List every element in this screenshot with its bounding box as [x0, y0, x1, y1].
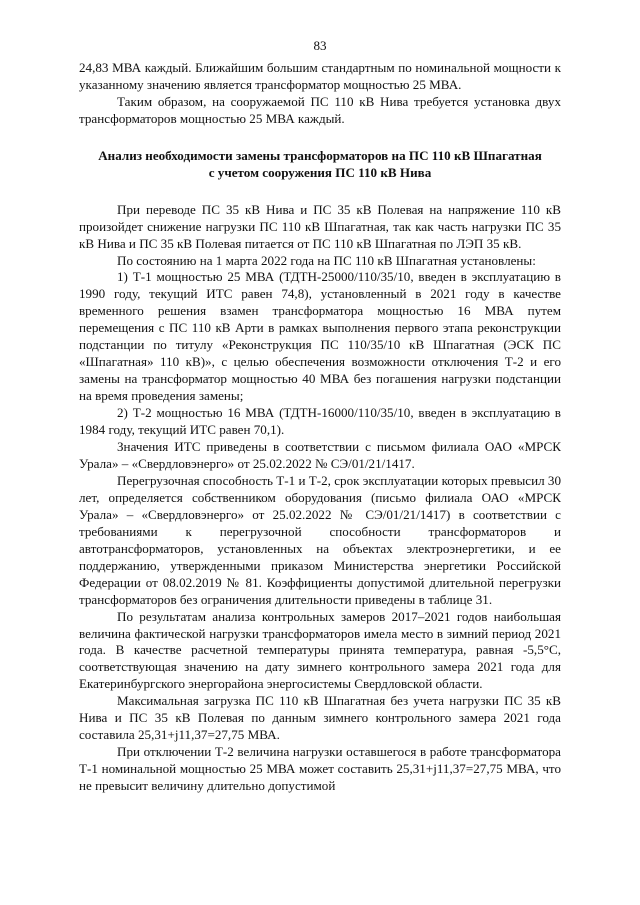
document-page [79, 38, 561, 795]
paragraph-body-overload: Перегрузочная способность Т-1 и Т-2, срок эксплуатации которых превысил 30 лет, определяется собственником оборудования (письмо филиала ОАО «МРСК Урала» – «Свердловэнерго» от 25.02.2022 № СЭ/01/21/1417) в соответствии с требованиями к перегрузочной способности трансформаторов и автотрансформаторов, установленных на объектах электроэнергетики, и ее поддержанию, утвержденными приказом Министерства энергетики Российской Федерации от 08.02.2019 № 81. Коэффициенты допустимой длительной перегрузки трансформаторов без ограничения длительности приведены в таблице 31. [79, 472, 561, 607]
page-number: 83 [313, 38, 327, 53]
paragraph-body-1: При переводе ПС 35 кВ Нива и ПС 35 кВ Полевая на напряжение 110 кВ произойдет снижение нагрузки ПС 110 кВ Шпагатная, так как часть нагрузки ПС 35 кВ Нива и ПС 35 кВ Полевая питается от ПС 110 кВ Шпагатная по ЛЭП 35 кВ. [79, 201, 561, 251]
section-heading-line-1: Анализ необходимости замены трансформаторов на ПС 110 кВ Шпагатная [98, 147, 542, 163]
list-item-t1: 1) Т-1 мощностью 25 МВА (ТДТН-25000/110/35/10, введен в эксплуатацию в 1990 году, текущий ИТС равен 74,8), установленный в 2021 году в качестве временного решения взамен трансформатора мощностью 16 МВА путем перемещения с ПС 110 кВ Арти в рамках выполнения первого этапа реконструкции подстанции по титулу «Реконструкция ПС 110/35/10 кВ Шпагатная (ЭСК ПС «Шпагатная» 110 кВ)», с целью обеспечения возможности отключения Т-2 и его замены на трансформатор мощностью 40 МВА без погашения нагрузки подстанции на время проведения замены; [79, 269, 561, 404]
paragraph-top-1: 24,83 МВА каждый. Ближайшим большим стандартным по номинальной мощности к указанному значению является трансформатор мощностью 25 МВА. [79, 59, 561, 92]
paragraph-body-2: По состоянию на 1 марта 2022 года на ПС 110 кВ Шпагатная установлены: [117, 252, 536, 268]
paragraph-top-2: Таким образом, на сооружаемой ПС 110 кВ Нива требуется установка двух трансформаторов мощностью 25 МВА каждый. [79, 93, 561, 126]
paragraph-body-outage: При отключении Т-2 величина нагрузки оставшегося в работе трансформатора Т-1 номинальной мощностью 25 МВА может составить 25,31+j11,37=27,75 МВА, что не превысит величину длительно допустимой [79, 744, 561, 794]
section-heading [79, 148, 561, 182]
paragraph-body-its: Значения ИТС приведены в соответствии с письмом филиала ОАО «МРСК Урала» – «Свердловэнерго» от 25.02.2022 № СЭ/01/21/1417. [79, 439, 561, 471]
section-heading-line-2: с учетом сооружения ПС 110 кВ Нива [208, 164, 432, 180]
list-item-t2: 2) Т-2 мощностью 16 МВА (ТДТН-16000/110/35/10, введен в эксплуатацию в 1984 году, текущий ИТС равен 70,1). [79, 405, 561, 438]
paragraph-body-analysis: По результатам анализа контрольных замеров 2017–2021 годов наибольшая величина фактической нагрузки трансформаторов имела место в зимний период 2021 года. В качестве расчетной температуры принята температура, равная -5,5°С, соответствующая значению на дату зимнего контрольного замера 2021 года для Екатеринбургского энергорайона энергосистемы Свердловской области. [79, 608, 561, 692]
paragraph-body-max-load: Максимальная загрузка ПС 110 кВ Шпагатная без учета нагрузки ПС 35 кВ Нива и ПС 35 кВ Полевая по данным зимнего контрольного замера 2021 года составила 25,31+j11,37=27,75 МВА. [79, 693, 561, 743]
